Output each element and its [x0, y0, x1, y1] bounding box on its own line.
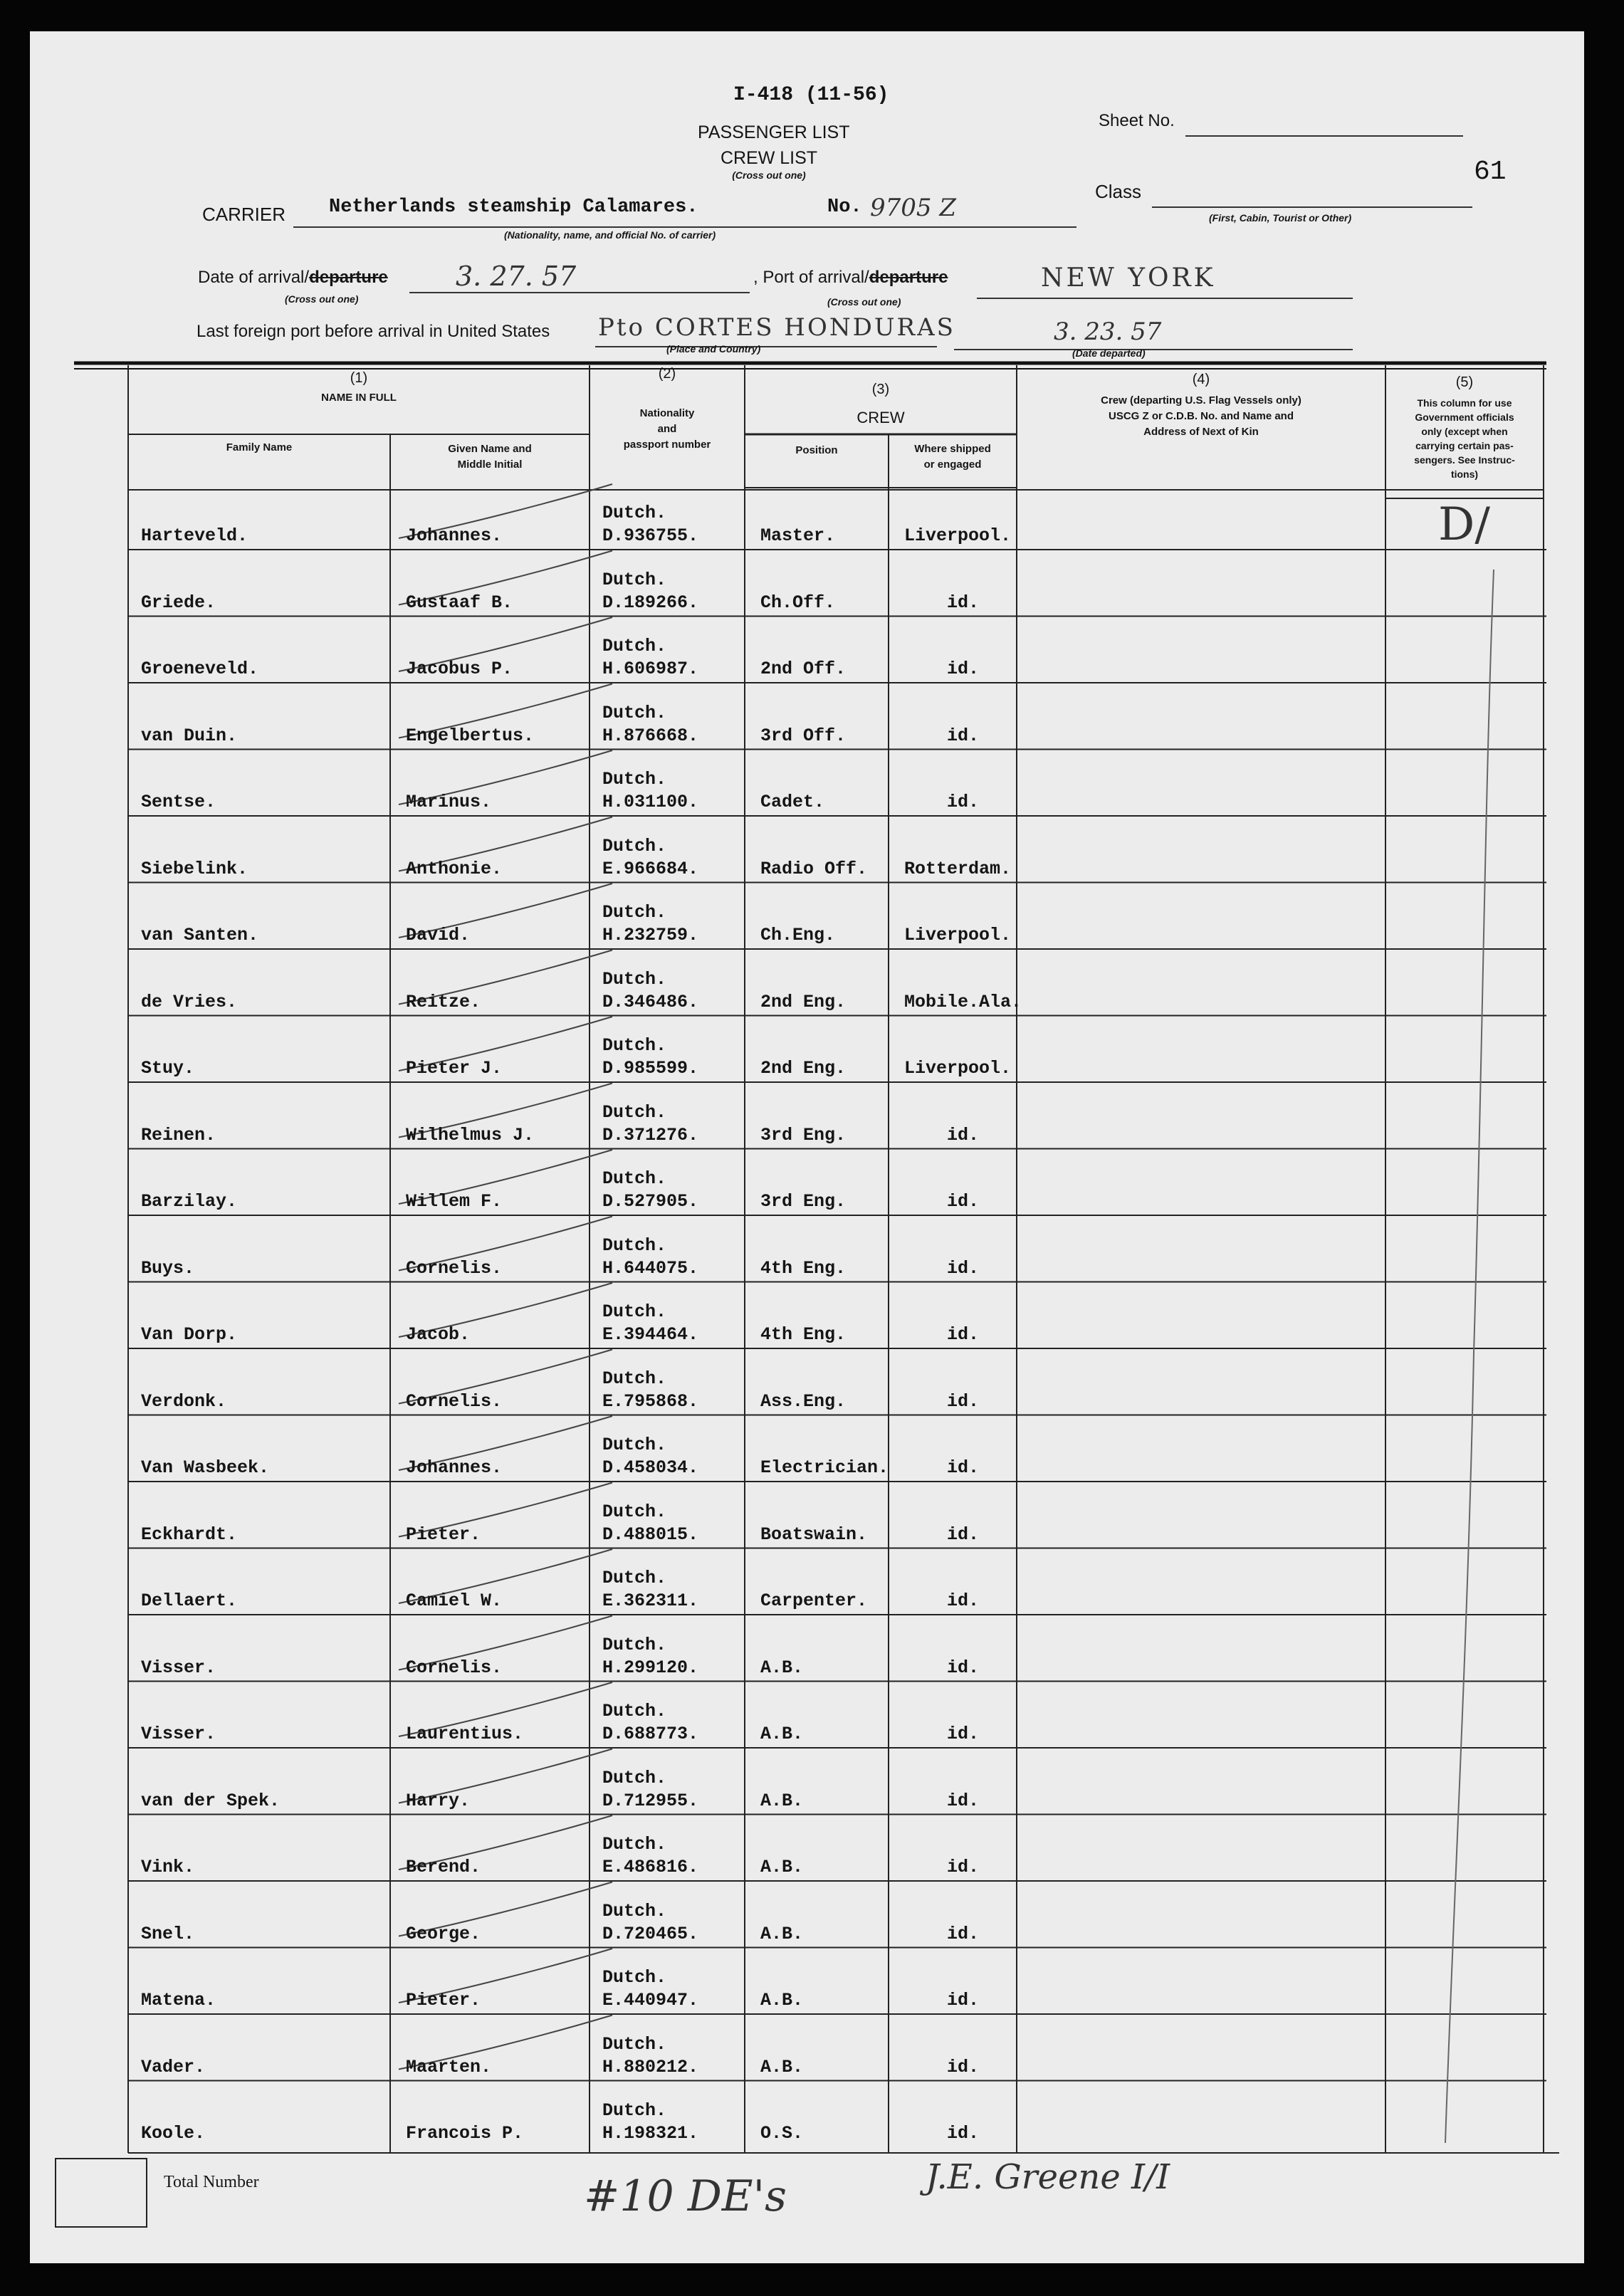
- given-name: Anthonie.: [406, 858, 503, 879]
- position: Ch.Eng.: [760, 925, 836, 945]
- position: Ass.Eng.: [760, 1390, 847, 1412]
- passport-number: D.712955.: [602, 1790, 699, 1811]
- position: A.B.: [760, 1857, 804, 1877]
- total-number-label: Total Number: [164, 2173, 259, 2191]
- given-header-line2: Middle Initial: [457, 458, 523, 471]
- family-name: Visser.: [141, 1657, 216, 1678]
- given-name: Pieter.: [406, 1990, 481, 2011]
- given-name: Johannes.: [406, 525, 503, 546]
- col5-line4: carrying certain pas-: [1415, 440, 1514, 451]
- position: 3rd Eng.: [760, 1124, 847, 1146]
- port-cross-out-note: (Cross out one): [827, 296, 901, 308]
- nationality: Dutch.: [602, 1168, 667, 1189]
- given-name: Willem F.: [406, 1191, 503, 1212]
- position: A.B.: [760, 1790, 804, 1811]
- where-engaged: id.: [947, 1590, 980, 1611]
- position: A.B.: [760, 1923, 804, 1944]
- where-engaged: id.: [947, 1457, 980, 1478]
- nationality: Dutch.: [602, 835, 667, 856]
- nationality: Dutch.: [602, 1634, 667, 1655]
- departure-struck-2: departure: [869, 268, 948, 287]
- page-number: 61: [1474, 157, 1507, 187]
- passport-number: H.031100.: [602, 792, 699, 812]
- col3-number: (3): [871, 382, 890, 397]
- class-label: Class: [1095, 181, 1142, 202]
- passport-number: H.876668.: [602, 725, 699, 746]
- title-passenger-list: PASSENGER LIST: [698, 122, 850, 142]
- nationality: Dutch.: [602, 1368, 667, 1389]
- where-engaged: Rotterdam.: [904, 858, 1012, 879]
- position: A.B.: [760, 1990, 804, 2011]
- family-name: Dellaert.: [141, 1590, 238, 1611]
- family-name: Van Dorp.: [141, 1324, 238, 1345]
- given-name: Cornelis.: [406, 1390, 503, 1412]
- passport-number: E.966684.: [602, 858, 699, 879]
- given-name: Marinus.: [406, 792, 492, 812]
- where-engaged: id.: [947, 592, 980, 613]
- passport-number: H.299120.: [602, 1657, 699, 1678]
- family-name: Koole.: [141, 2123, 206, 2144]
- bottom-handwritten-count: #10 DE's: [584, 2171, 787, 2221]
- col2-line1: Nationality: [639, 407, 695, 419]
- passport-number: D.720465.: [602, 1923, 699, 1944]
- passport-number: D.985599.: [602, 1058, 699, 1079]
- col4-number: (4): [1192, 372, 1210, 387]
- col4-line2: USCG Z or C.D.B. No. and Name and: [1108, 410, 1294, 422]
- family-name: Buys.: [141, 1257, 195, 1279]
- nationality: Dutch.: [602, 1568, 667, 1588]
- position: 4th Eng.: [760, 1257, 847, 1279]
- col5-line3: only (except when: [1421, 426, 1508, 437]
- where-engaged: id.: [947, 1724, 980, 1744]
- given-name: Reitze.: [406, 991, 481, 1012]
- family-name: Reinen.: [141, 1124, 216, 1146]
- col5-handwritten-mark: D/: [1438, 498, 1490, 551]
- family-name: van Duin.: [141, 725, 238, 746]
- family-name: Stuy.: [141, 1058, 195, 1079]
- nationality: Dutch.: [602, 503, 667, 523]
- col2-header: [590, 406, 745, 453]
- given-name: George.: [406, 1923, 481, 1944]
- carrier-value: Netherlands steamship Calamares.: [329, 196, 698, 218]
- nationality: Dutch.: [602, 902, 667, 923]
- nationality: Dutch.: [602, 2100, 667, 2121]
- where-engaged: id.: [947, 1191, 980, 1212]
- nationality: Dutch.: [602, 1501, 667, 1522]
- family-name: Vink.: [141, 1857, 195, 1877]
- col4-line3: Address of Next of Kin: [1143, 426, 1259, 438]
- nationality: Dutch.: [602, 769, 667, 790]
- nationality: Dutch.: [602, 702, 667, 723]
- nationality: Dutch.: [602, 1301, 667, 1322]
- given-name: Harry.: [406, 1790, 471, 1811]
- col5-line6: tions): [1450, 468, 1479, 480]
- port-of-arrival-value: NEW YORK: [1041, 263, 1216, 293]
- given-name: Camiel W.: [406, 1590, 503, 1611]
- position: A.B.: [760, 1724, 804, 1744]
- title-crew-list: CREW LIST: [720, 148, 818, 168]
- nationality: Dutch.: [602, 968, 667, 990]
- where-engaged: id.: [947, 2056, 980, 2077]
- family-name: van Santen.: [141, 925, 259, 945]
- col5-number: (5): [1455, 374, 1474, 390]
- where-engaged: Liverpool.: [904, 925, 1012, 945]
- position: Radio Off.: [760, 858, 868, 879]
- where-engaged: id.: [947, 1857, 980, 1877]
- col1-title: NAME IN FULL: [321, 392, 397, 404]
- family-name: Eckhardt.: [141, 1524, 238, 1545]
- where-engaged: id.: [947, 659, 980, 679]
- col3-title: CREW: [856, 409, 905, 426]
- position: Cadet.: [760, 792, 825, 812]
- position: 4th Eng.: [760, 1324, 847, 1345]
- given-name: Cornelis.: [406, 1257, 503, 1279]
- col5-line1: This column for use: [1417, 397, 1512, 409]
- passport-number: D.371276.: [602, 1124, 699, 1146]
- passport-number: D.458034.: [602, 1457, 699, 1478]
- family-name: Matena.: [141, 1990, 216, 2011]
- where-engaged: id.: [947, 1524, 980, 1545]
- passport-number: D.936755.: [602, 525, 699, 546]
- col2-number: (2): [658, 366, 676, 382]
- where-engaged: id.: [947, 1324, 980, 1345]
- passport-number: E.795868.: [602, 1390, 699, 1412]
- form-number: I-418 (11-56): [733, 84, 889, 106]
- family-name: Vader.: [141, 2056, 206, 2077]
- family-name: Siebelink.: [141, 858, 248, 879]
- col3-position-header: Position: [795, 444, 838, 456]
- position: 2nd Eng.: [760, 1058, 847, 1079]
- family-name: Griede.: [141, 592, 216, 613]
- nationality: Dutch.: [602, 1900, 667, 1922]
- passport-number: H.232759.: [602, 925, 699, 945]
- where-engaged: Liverpool.: [904, 1058, 1012, 1079]
- position: Master.: [760, 525, 836, 546]
- col1-given-header: [390, 441, 590, 473]
- position: Electrician.: [760, 1457, 889, 1478]
- family-name: Groeneveld.: [141, 659, 259, 679]
- col4-header: [1017, 393, 1385, 440]
- where-engaged: id.: [947, 1257, 980, 1279]
- given-header-line1: Given Name and: [448, 443, 532, 455]
- given-name: Berend.: [406, 1857, 481, 1877]
- family-name: van der Spek.: [141, 1790, 281, 1811]
- official-no-value: 9705 Z: [870, 194, 956, 222]
- date-departed-value: 3. 23. 57: [1054, 318, 1162, 346]
- passport-number: H.606987.: [602, 659, 699, 679]
- given-name: Wilhelmus J.: [406, 1124, 535, 1146]
- family-name: Barzilay.: [141, 1191, 238, 1212]
- family-name: de Vries.: [141, 991, 238, 1012]
- carrier-note: (Nationality, name, and official No. of carrier): [504, 229, 716, 241]
- nationality: Dutch.: [602, 569, 667, 590]
- col3-where-header: [889, 441, 1017, 473]
- col2-line2: and: [657, 423, 677, 435]
- carrier-label: CARRIER: [202, 204, 286, 225]
- nationality: Dutch.: [602, 1701, 667, 1721]
- family-name: Sentse.: [141, 792, 216, 812]
- passport-number: D.346486.: [602, 991, 699, 1012]
- position: Boatswain.: [760, 1524, 868, 1545]
- where-engaged: id.: [947, 1790, 980, 1811]
- where-line1: Where shipped: [914, 443, 991, 455]
- given-name: Pieter.: [406, 1524, 481, 1545]
- position: 3rd Eng.: [760, 1191, 847, 1212]
- passport-number: D.527905.: [602, 1191, 699, 1212]
- family-name: Snel.: [141, 1923, 195, 1944]
- position: Ch.Off.: [760, 592, 836, 613]
- given-name: Engelbertus.: [406, 725, 535, 746]
- date-of-arrival-value: 3. 27. 57: [456, 261, 577, 292]
- given-name: Gustaaf B.: [406, 592, 513, 613]
- where-engaged: id.: [947, 792, 980, 812]
- given-name: Laurentius.: [406, 1724, 524, 1744]
- class-note: (First, Cabin, Tourist or Other): [1209, 212, 1352, 224]
- passport-number: H.198321.: [602, 2123, 699, 2144]
- nationality: Dutch.: [602, 1101, 667, 1123]
- nationality: Dutch.: [602, 1834, 667, 1855]
- departure-struck-1: departure: [309, 268, 388, 287]
- position: 3rd Off.: [760, 725, 847, 746]
- nationality: Dutch.: [602, 1435, 667, 1455]
- date-cross-out-note: (Cross out one): [285, 293, 359, 305]
- date-of-arrival-text: Date of arrival/: [198, 268, 310, 287]
- given-name: Francois P.: [406, 2123, 524, 2144]
- nationality: Dutch.: [602, 1767, 667, 1788]
- where-engaged: id.: [947, 1390, 980, 1412]
- passport-number: E.394464.: [602, 1324, 699, 1345]
- nationality: Dutch.: [602, 636, 667, 656]
- passport-number: D.189266.: [602, 592, 699, 613]
- where-engaged: id.: [947, 1990, 980, 2011]
- sheet-no-label: Sheet No.: [1099, 111, 1175, 130]
- given-name: Jacobus P.: [406, 659, 513, 679]
- bottom-handwritten-initials: J.E. Greene I/I: [926, 2157, 1170, 2197]
- nationality: Dutch.: [602, 1967, 667, 1988]
- passport-number: E.486816.: [602, 1857, 699, 1877]
- passport-number: D.488015.: [602, 1524, 699, 1545]
- position: 2nd Eng.: [760, 991, 847, 1012]
- last-foreign-port-label: Last foreign port before arrival in United States: [197, 322, 550, 341]
- where-engaged: id.: [947, 725, 980, 746]
- col5-line5: sengers. See Instruc-: [1414, 454, 1515, 466]
- position: A.B.: [760, 1657, 804, 1678]
- where-engaged: id.: [947, 1657, 980, 1678]
- family-name: Van Wasbeek.: [141, 1457, 270, 1478]
- family-name: Visser.: [141, 1724, 216, 1744]
- given-name: David.: [406, 925, 471, 945]
- port-of-arrival-text: , Port of arrival/: [753, 268, 869, 287]
- family-name: Verdonk.: [141, 1390, 227, 1412]
- given-name: Johannes.: [406, 1457, 503, 1478]
- col4-line1: Crew (departing U.S. Flag Vessels only): [1101, 394, 1301, 407]
- where-engaged: Liverpool.: [904, 525, 1012, 546]
- col5-line2: Government officials: [1415, 412, 1514, 423]
- last-foreign-port-value: Pto CORTES HONDURAS: [598, 313, 955, 342]
- title-cross-out-note: (Cross out one): [732, 169, 806, 181]
- position: O.S.: [760, 2123, 804, 2144]
- passport-number: E.362311.: [602, 1590, 699, 1611]
- given-name: Pieter J.: [406, 1058, 503, 1079]
- col5-header: [1385, 396, 1544, 481]
- where-engaged: Mobile.Ala.: [904, 991, 1022, 1012]
- nationality: Dutch.: [602, 2033, 667, 2055]
- family-name: Harteveld.: [141, 525, 248, 546]
- col1-family-header: Family Name: [226, 441, 293, 454]
- col1-number: (1): [350, 370, 368, 386]
- col2-line3: passport number: [623, 439, 711, 451]
- passport-number: E.440947.: [602, 1990, 699, 2011]
- passport-number: H.644075.: [602, 1257, 699, 1279]
- where-engaged: id.: [947, 1124, 980, 1146]
- position: A.B.: [760, 2056, 804, 2077]
- position: Carpenter.: [760, 1590, 868, 1611]
- date-departed-note: (Date departed): [1072, 347, 1146, 359]
- last-port-note: (Place and Country): [666, 343, 761, 355]
- passport-number: D.688773.: [602, 1724, 699, 1744]
- given-name: Jacob.: [406, 1324, 471, 1345]
- given-name: Maarten.: [406, 2056, 492, 2077]
- where-engaged: id.: [947, 2123, 980, 2144]
- where-engaged: id.: [947, 1923, 980, 1944]
- passport-number: H.880212.: [602, 2056, 699, 2077]
- nationality: Dutch.: [602, 1235, 667, 1256]
- nationality: Dutch.: [602, 1035, 667, 1056]
- official-no-label: No.: [827, 196, 862, 218]
- where-line2: or engaged: [923, 458, 982, 471]
- given-name: Cornelis.: [406, 1657, 503, 1678]
- position: 2nd Off.: [760, 659, 847, 679]
